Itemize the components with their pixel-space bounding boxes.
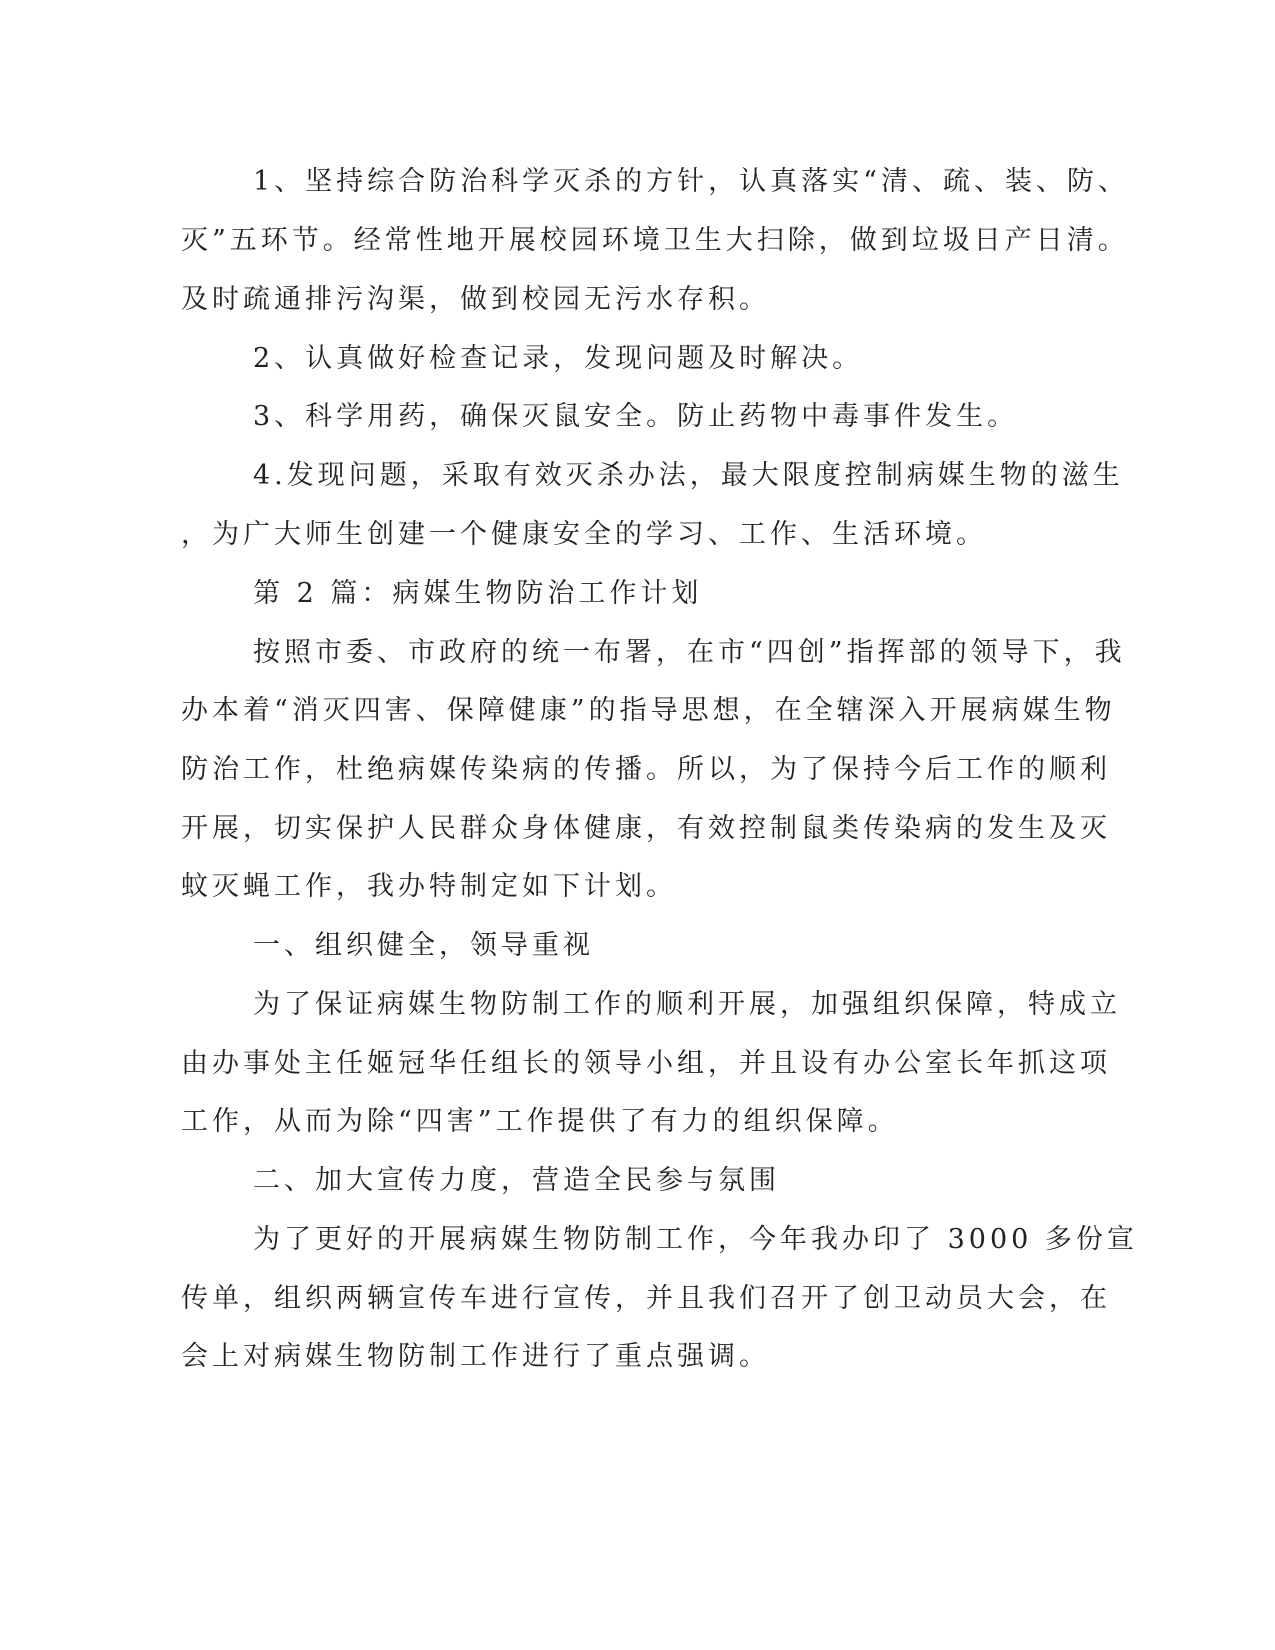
text-line: 开展，切实保护人民群众身体健康，有效控制鼠类传染病的发生及灭 [181,813,1111,844]
text-line: 2、认真做好检查记录，发现问题及时解决。 [253,343,864,374]
text-line: 传单，组织两辆宣传车进行宣传，并且我们召开了创卫动员大会，在 [181,1283,1111,1314]
text-line: 工作，从而为除“四害”工作提供了有力的组织保障。 [181,1106,899,1137]
section-heading: 第 2 篇：病媒生物防治工作计划 [253,578,703,609]
text-line: 灭”五环节。经常性地开展校园环境卫生大扫除，做到垃圾日产日清。 [181,225,1129,256]
text-line: 1、坚持综合防治科学灭杀的方针，认真落实“清、疏、装、防、 [253,166,1129,197]
text-line: ，为广大师生创建一个健康安全的学习、工作、生活环境。 [181,519,987,550]
text-line: 为了更好的开展病媒生物防制工作，今年我办印了 3000 多份宣 [253,1224,1138,1255]
text-line: 为了保证病媒生物防制工作的顺利开展，加强组织保障，特成立 [253,989,1121,1020]
text-line: 防治工作，杜绝病媒传染病的传播。所以，为了保持今后工作的顺利 [181,754,1111,785]
text-line: 及时疏通排污沟渠，做到校园无污水存积。 [181,284,770,315]
text-line: 3、科学用药，确保灭鼠安全。防止药物中毒事件发生。 [253,401,1019,432]
subsection-heading: 一、组织健全，领导重视 [253,930,594,961]
subsection-heading: 二、加大宣传力度，营造全民参与氛围 [253,1165,780,1196]
text-line: 会上对病媒生物防制工作进行了重点强调。 [181,1341,770,1372]
text-line: 按照市委、市政府的统一布署，在市“四创”指挥部的领导下，我 [253,637,1126,668]
text-line: 由办事处主任姬冠华任组长的领导小组，并且设有办公室长年抓这项 [181,1048,1111,1079]
text-line: 办本着“消灭四害、保障健康”的指导思想，在全辖深入开展病媒生物 [181,695,1116,726]
text-line: 4.发现问题，采取有效灭杀办法，最大限度控制病媒生物的滋生 [253,460,1124,491]
text-line: 蚊灭蝇工作，我办特制定如下计划。 [181,871,677,902]
